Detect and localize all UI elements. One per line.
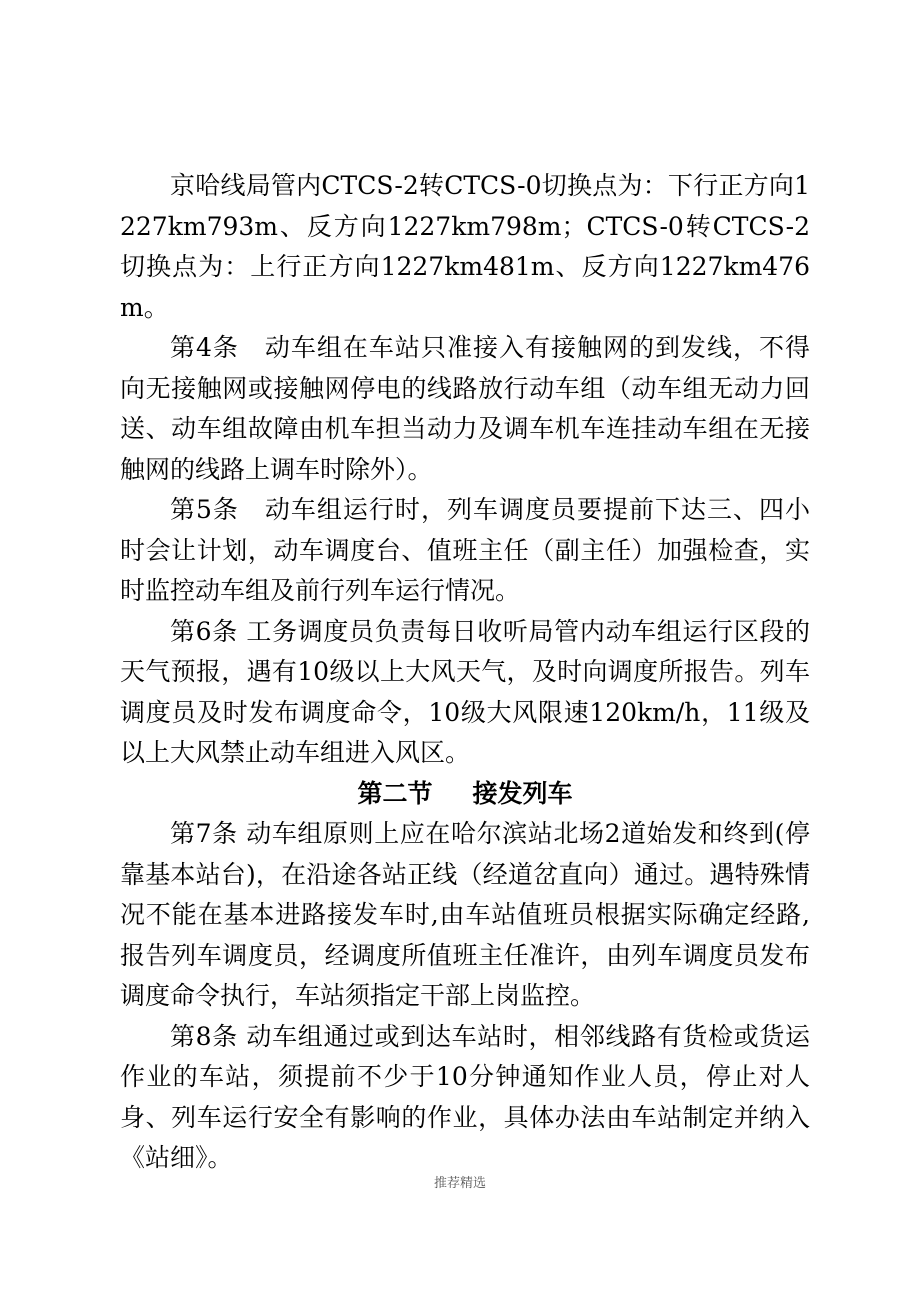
section-title: 接发列车 <box>472 778 573 808</box>
section-heading <box>120 774 810 815</box>
document-body <box>120 166 810 1179</box>
paragraph-switch-points: 京哈线局管内CTCS-2转CTCS-0切换点为：下行正方向1227km793m、反方向1227km798m；CTCS-0转CTCS-2切换点为：上行正方向1227km481m、反方向1227km476m。 <box>120 171 810 322</box>
paragraph-article-8: 第8条 动车组通过或到达车站时，相邻线路有货检或货运作业的车站，须提前不少于10分钟通知作业人员，停止对人身、列车运行安全有影响的作业，具体办法由车站制定并纳入《站细》。 <box>120 1021 810 1172</box>
section-number: 第二节 <box>357 778 433 808</box>
paragraph-article-6: 第6条 工务调度员负责每日收听局管内动车组运行区段的天气预报，遇有10级以上大风天气，及时向调度所报告。列车调度员及时发布调度命令，10级大风限速120km/h，11级及以上大风禁止动车组进入风区。 <box>120 616 810 767</box>
page-footer: 推荐精选 <box>433 1176 486 1191</box>
paragraph-article-5: 第5条 动车组运行时，列车调度员要提前下达三、四小时会让计划，动车调度台、值班主任（副主任）加强检查，实时监控动车组及前行列车运行情况。 <box>120 495 810 605</box>
paragraph-article-4: 第4条 动车组在车站只准接入有接触网的到发线，不得向无接触网或接触网停电的线路放行动车组（动车组无动力回送、动车组故障由机车担当动力及调车机车连挂动车组在无接触网的线路上调车时除外）。 <box>120 333 810 484</box>
paragraph-article-7: 第7条 动车组原则上应在哈尔滨站北场2道始发和终到(停靠基本站台)，在沿途各站正线（经道岔直向）通过。遇特殊情况不能在基本进路接发车时,由车站值班员根据实际确定经路,报告列车调度员，经调度所值班主任准许，由列车调度员发布调度命令执行，车站须指定干部上岗监控。 <box>120 819 810 1010</box>
